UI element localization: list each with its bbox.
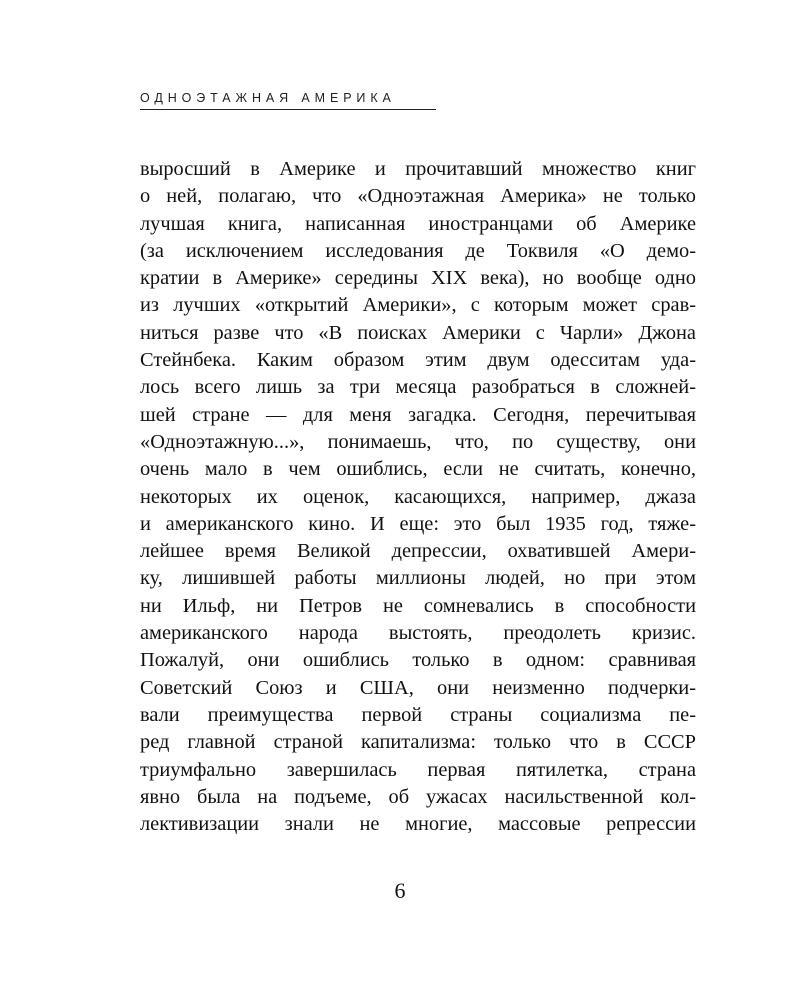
text-line: вали преимущества первой страны социализма пе-	[140, 703, 696, 726]
text-line: (за исключением исследования де Токвиля «О демо-	[140, 239, 696, 262]
text-line: ни Ильф, ни Петров не сомневались в способности	[140, 594, 696, 617]
text-line: лективизации знали не многие, массовые репрессии	[140, 813, 696, 836]
text-line: из лучших «открытий Америки», с которым может срав-	[140, 294, 696, 317]
text-line: выросший в Америке и прочитавший множество книг	[140, 158, 696, 180]
text-line: триумфально завершилась первая пятилетка, страна	[140, 758, 696, 781]
text-line: Пожалуй, они ошиблись только в одном: сравнивая	[140, 649, 696, 672]
text-line: ку, лишившей работы миллионы людей, но при этом	[140, 567, 696, 590]
text-line: явно была на подъеме, об ужасах насильственной кол-	[140, 785, 696, 808]
text-line: и американского кино. И еще: это был 1935 год, тяже-	[140, 512, 696, 535]
text-line: «Одноэтажную...», понимаешь, что, по существу, они	[140, 430, 696, 453]
text-line: ниться разве что «В поисках Америки с Чарли» Джона	[140, 321, 696, 344]
text-line: лейшее время Великой депрессии, охватившей Амери-	[140, 540, 696, 563]
text-line: лучшая книга, написанная иностранцами об Америке	[140, 212, 696, 235]
text-line: Стейнбека. Каким образом этим двум одесситам уда-	[140, 349, 696, 372]
running-header: ОДНОЭТАЖНАЯ АМЕРИКА	[140, 91, 436, 110]
text-line: ред главной страной капитализма: только что в СССР	[140, 731, 696, 754]
text-line: американского народа выстоять, преодолеть кризис.	[140, 622, 696, 645]
text-line: шей стране — для меня загадка. Сегодня, перечитывая	[140, 403, 696, 426]
text-line: некоторых их оценок, касающихся, например, джаза	[140, 485, 696, 508]
text-line: очень мало в чем ошиблись, если не считать, конечно,	[140, 458, 696, 481]
body-text	[140, 156, 696, 838]
text-line: Советский Союз и США, они неизменно подчерки-	[140, 676, 696, 699]
text-line: кратии в Америке» середины XIX века), но вообще одно	[140, 267, 696, 290]
text-line: о ней, полагаю, что «Одноэтажная Америка» не только	[140, 185, 696, 208]
page-number: 6	[394, 878, 406, 903]
text-line: лось всего лишь за три месяца разобраться в сложней-	[140, 376, 696, 399]
